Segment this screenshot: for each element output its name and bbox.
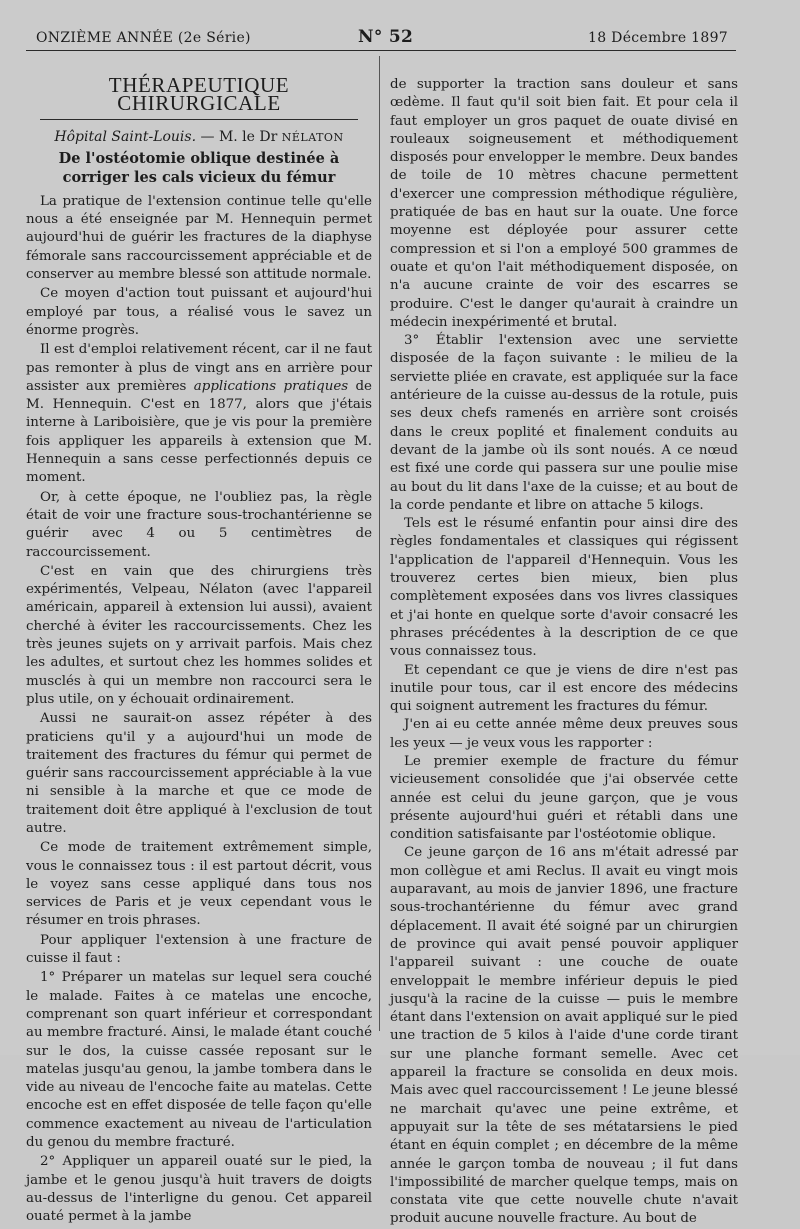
hospital-name: Hôpital Saint-Louis. xyxy=(54,128,197,145)
paragraph: 3° Établir l'extension avec une serviette disposée de la façon suivante : le milieu de la serviette pliée en cravate, est appliquée sur la face antérieure de la cuisse au-dessus de la rotule, puis ses deux chefs ramenés en arrière sont croisés dans le creux poplité et finalement conduits au devant de la jambe où ils sont noués. A ce nœud est fixé une corde qui passera sur une poulie mise au bout du lit dans l'axe de la cuisse; et au bout de la corde pendante et libre on attache 5 kilogs. xyxy=(390,333,738,513)
author-name: NÉLATON xyxy=(281,130,344,144)
paragraph: Ce jeune garçon de 16 ans m'était adressé par mon collègue et ami Reclus. Il avait eu vingt mois auparavant, au mois de janvier 1896, une fracture sous-trochantérienne du fémur avec grand déplacement. Il avait été soigné par un chirurgien de province qui avait pensé pouvoir appliquer l'appareil suivant : une couche de ouate enveloppait le membre inférieur depuis le pied jusqu'à la racine de la cuisse — puis le membre étant dans l'extension on avait appliqué sur le pied une traction de 5 kilos à l'aide d'une corde tirant sur une planche formant semelle. Avec cet appareil la fracture se consolida en deux mois. Mais avec quel raccourcissement ! Le jeune blessé ne marchait qu'avec une peine extrême, et appuyait sur la tête de ses métatarsiens le pied étant en équin complet ; en décembre de la même année le garçon tomba de nouveau ; il fut dans l'impossibilité de marcher quelque temps, mais on constata vite que cette nouvelle chute n'avait produit aucune nouvelle fracture. Au bout de xyxy=(390,845,738,1227)
paragraph: J'en ai eu cette année même deux preuves sous les yeux — je veux vous les rapporter : xyxy=(390,717,738,751)
paragraph: C'est en vain que des chirurgiens très expérimentés, Velpeau, Nélaton (avec l'appareil américain, appareil à extension lui aussi), avaient cherché à éviter les raccourcissements. Chez les très jeunes sujets on y arrivait parfois. Mais chez les adultes, et surtout chez les hommes solides et musclés à qui un membre non raccourci sera le plus utile, on y échouait ordinairement. xyxy=(26,563,372,707)
paragraph: Pour appliquer l'extension à une fracture de cuisse il faut : xyxy=(26,932,372,967)
header-rule xyxy=(26,50,736,51)
author-prefix: — M. le Dr xyxy=(200,128,278,145)
header-date: 18 Décembre 1897 xyxy=(588,30,728,46)
article-title: De l'ostéotomie oblique destinée à corriger les cals vicieux du fémur xyxy=(58,149,340,186)
column-divider xyxy=(379,56,380,1031)
paragraph: Et cependant ce que je viens de dire n'est pas inutile pour tous, car il est encore des médecins qui soignent autrement les fractures du fémur. xyxy=(390,662,738,715)
paragraph: Aussi ne saurait-on assez répéter à des praticiens qu'il y a aujourd'hui un mode de traitement des fractures du fémur qui permet de guérir sans raccourcissement appréciable à la vue ni sensible à la marche et que ce mode de traitement doit être appliqué à l'exclusion de tout autre. xyxy=(26,711,372,836)
paragraph: 2° Appliquer un appareil ouaté sur le pied, la jambe et le genou jusqu'à huit travers de doigts au-dessus de l'interligne du genou. Cet appareil ouaté permet à la jambe xyxy=(26,1154,372,1225)
paragraph: Ce moyen d'action tout puissant et aujourd'hui employé par tous, a réalisé vous le savez un énorme progrès. xyxy=(26,286,372,338)
italic-phrase: applications pratiques xyxy=(193,378,349,394)
right-column xyxy=(390,76,738,1229)
left-column xyxy=(26,72,372,1228)
paragraph: Le premier exemple de fracture du fémur vicieusement consolidée que j'ai observée cette année est celui du jeune garçon, que je vous présente aujourd'hui guéri et rétabli dans une condition satisfaisante par l'ostéotomie oblique. xyxy=(390,753,738,843)
paragraph-continued: de supporter la traction sans douleur et sans œdème. Il faut qu'il soit bien fait. Et pour cela il faut employer un gros paquet de ouate divisé en rouleaux soigneusement et méthodiquement disposés pour envelopper le membre. Deux bandes de toile de 10 mètres chacune permettent d'exercer une compression méthodique régulière, pratiquée de bas en haut sur la ouate. Une force moyenne est déployée pour assurer cette compression et si l'on a employé 500 grammes de ouate et qu'on l'ait méthodiquement disposée, on n'a aucune crainte de voir des escarres se produire. C'est le danger qu'aurait à craindre un médecin inexpérimenté et brutal. xyxy=(390,77,738,330)
header-volume: ONZIÈME ANNÉE (2e Série) xyxy=(36,30,251,46)
byline xyxy=(26,128,372,147)
paragraph: Il est d'emploi relativement récent, car il ne faut pas remonter à plus de vingt ans en arrière pour assister aux premières applications pratiques de M. Hennequin. C'est en 1877, alors que j'étais interne à Lariboisière, que je vis pour la première fois appliquer les appareils à extension que M. Hennequin a sans cesse perfectionnés depuis ce moment. xyxy=(26,342,372,486)
header-issue-number: N° 52 xyxy=(358,27,414,47)
paragraph: La pratique de l'extension continue telle qu'elle nous a été enseignée par M. Hennequin permet aujourd'hui de guérir les fractures de la diaphyse fémorale sans raccourcissement appréciable et de conserver au membre blessé son attitude normale. xyxy=(26,193,372,283)
running-header xyxy=(36,27,728,50)
paragraph: Or, à cette époque, ne l'oubliez pas, la règle était de voir une fracture sous-trochantérienne se guérir avec 4 ou 5 centimètres de raccourcissement. xyxy=(26,489,372,560)
paragraph: 1° Préparer un matelas sur lequel sera couché le malade. Faites à ce matelas une encoche, comprenant son quart inférieur et correspondant au membre fracturé. Ainsi, le malade étant couché sur le dos, la cuisse cassée reposant sur le matelas jusqu'au genou, la jambe tombera dans le vide au niveau de l'encoche faite au matelas. Cette encoche est en effet disposée de telle façon qu'elle commence exactement au niveau de l'articulation du genou du membre fracturé. xyxy=(26,970,372,1151)
section-title: THÉRAPEUTIQUE CHIRURGICALE xyxy=(40,76,358,120)
paragraph: Ce mode de traitement extrêmement simple, vous le connaissez tous : il est partout décrit, vous le voyez sans cesse appliqué dans tous nos services de Paris et je veux cependant vous le résumer en trois phrases. xyxy=(26,840,372,929)
paragraph: Tels est le résumé enfantin pour ainsi dire des règles fondamentales et classiques qui régissent l'application de l'appareil d'Hennequin. Vous les trouverez certes bien mieux, bien plus complètement exposées dans vos livres classiques et j'ai honte en quelque sorte d'avoir consacré les phrases précédentes à la description de ce que vous connaissez tous. xyxy=(390,516,738,660)
